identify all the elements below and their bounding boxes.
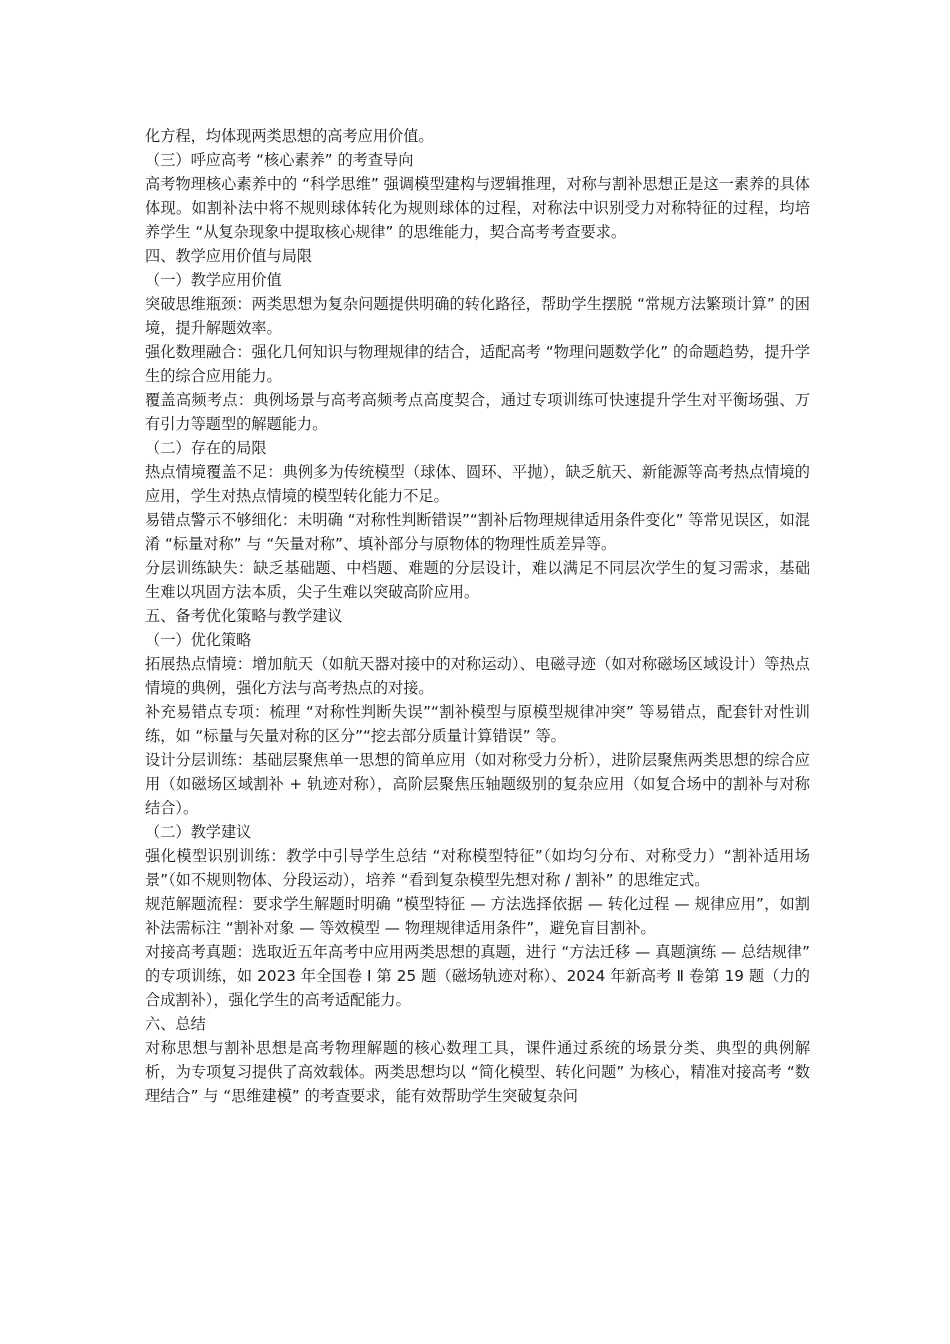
paragraph-core-literacy: 高考物理核心素养中的 “科学思维” 强调模型建构与逻辑推理，对称与割补思想正是这一素养的具体体现。如割补法中将不规则球体转化为规则球体的过程，对称法中识别受力对称特征的过程，均培养学生 “从复杂现象中提取核心规律” 的思维能力，契合高考考查要求。: [145, 175, 810, 241]
paragraph-high-frequency: 覆盖高频考点：典例场景与高考高频考点高度契合，通过专项训练可快速提升学生对平衡场强、万有引力等题型的解题能力。: [145, 391, 810, 433]
paragraph-summary: 对称思想与割补思想是高考物理解题的核心数理工具，课件通过系统的场景分类、典型的典例解析，为专项复习提供了高效载体。两类思想均以 “简化模型、转化问题” 为核心，精准对接高考 “数理结合” 与 “思维建模” 的考查要求，能有效帮助学生突破复杂问: [145, 1039, 810, 1105]
subsection-heading-5-1: （一）优化策略: [145, 631, 252, 649]
paragraph-break-bottleneck: 突破思维瓶颈：两类思想为复杂问题提供明确的转化路径，帮助学生摆脱 “常规方法繁琐计算” 的困境，提升解题效率。: [145, 295, 810, 337]
paragraph-expand-hot-topics: 拓展热点情境：增加航天（如航天器对接中的对称运动）、电磁寻迹（如对称磁场区域设计）等热点情境的典例，强化方法与高考热点的对接。: [145, 655, 810, 697]
paragraph-tiered-training-limit: 分层训练缺失：缺乏基础题、中档题、难题的分层设计，难以满足不同层次学生的复习需求，基础生难以巩固方法本质，尖子生难以突破高阶应用。: [145, 559, 810, 601]
section-heading-5: 五、备考优化策略与教学建议: [145, 607, 343, 625]
subsection-heading-4-2: （二）存在的局限: [145, 439, 267, 457]
section-heading-4: 四、教学应用价值与局限: [145, 247, 313, 265]
paragraph-model-recognition: 强化模型识别训练：教学中引导学生总结 “对称模型特征”（如均匀分布、对称受力）“割补适用场景”（如不规则物体、分段运动），培养 “看到复杂模型先想对称 / 割补” 的思维定式。: [145, 847, 810, 889]
paragraph-error-supplement: 补充易错点专项：梳理 “对称性判断失误”“割补模型与原模型规律冲突” 等易错点，配套针对性训练，如 “标量与矢量对称的区分”“挖去部分质量计算错误” 等。: [145, 703, 810, 745]
subsection-heading-3: （三）呼应高考 “核心素养” 的考查导向: [145, 151, 414, 169]
paragraph-continuation: 化方程，均体现两类思想的高考应用价值。: [145, 127, 434, 145]
subsection-heading-5-2: （二）教学建议: [145, 823, 252, 841]
subsection-heading-4-1: （一）教学应用价值: [145, 271, 282, 289]
section-heading-6: 六、总结: [145, 1015, 206, 1033]
paragraph-exam-questions: 对接高考真题：选取近五年高考中应用两类思想的真题，进行 “方法迁移 — 真题演练 — 总结规律” 的专项训练，如 2023 年全国卷 Ⅰ 第 25 题（磁场轨迹对称）、2024 年新高考 Ⅱ 卷第 19 题（力的合成割补），强化学生的高考适配能力。: [145, 943, 810, 1009]
document-body: [145, 124, 810, 1108]
paragraph-math-physics-fusion: 强化数理融合：强化几何知识与物理规律的结合，适配高考 “物理问题数学化” 的命题趋势，提升学生的综合应用能力。: [145, 343, 810, 385]
paragraph-solution-process: 规范解题流程：要求学生解题时明确 “模型特征 — 方法选择依据 — 转化过程 — 规律应用”，如割补法需标注 “割补对象 — 等效模型 — 物理规律适用条件”，避免盲目割补。: [145, 895, 810, 937]
paragraph-hot-topics-limit: 热点情境覆盖不足：典例多为传统模型（球体、圆环、平抛），缺乏航天、新能源等高考热点情境的应用，学生对热点情境的模型转化能力不足。: [145, 463, 810, 505]
paragraph-tiered-design: 设计分层训练：基础层聚焦单一思想的简单应用（如对称受力分析），进阶层聚焦两类思想的综合应用（如磁场区域割补 + 轨迹对称），高阶层聚焦压轴题级别的复杂应用（如复合场中的割补与对称结合）。: [145, 751, 810, 817]
paragraph-error-warning-limit: 易错点警示不够细化：未明确 “对称性判断错误”“割补后物理规律适用条件变化” 等常见误区，如混淆 “标量对称” 与 “矢量对称”、填补部分与原物体的物理性质差异等。: [145, 511, 810, 553]
